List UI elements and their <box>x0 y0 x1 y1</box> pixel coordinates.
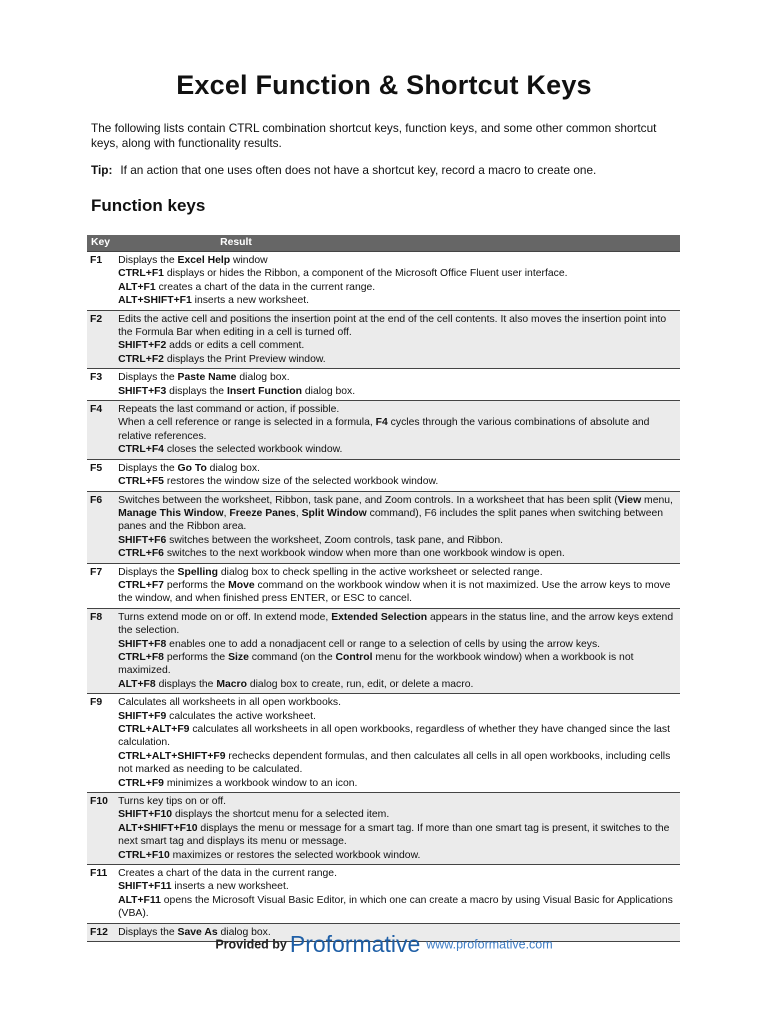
bold-text: ALT+F8 <box>118 678 156 690</box>
text: dialog box to check spelling in the active worksheet or selected range. <box>217 566 543 578</box>
text: , <box>223 507 230 519</box>
result-line <box>118 795 678 808</box>
tip-text: If an action that one uses often does not have a shortcut key, record a macro to create one. <box>120 163 597 177</box>
bold-text: Split Window <box>301 507 367 519</box>
table-row <box>87 491 680 563</box>
result-line <box>118 339 678 352</box>
bold-text: CTRL+ALT+SHIFT+F9 <box>118 750 226 762</box>
table-row <box>87 252 680 311</box>
result-line <box>118 678 678 691</box>
result-line <box>118 696 678 709</box>
text: displays or hides the Ribbon, a component of the Microsoft Office Fluent user interface. <box>163 268 568 280</box>
text: displays the <box>155 678 217 690</box>
result-line <box>118 494 678 534</box>
function-keys-table <box>87 235 680 942</box>
result-line <box>118 313 678 340</box>
key-cell: F10 <box>87 793 114 865</box>
result-line <box>118 579 678 606</box>
table-row <box>87 369 680 401</box>
bold-text: Extended Selection <box>331 611 428 623</box>
text: Edits the active cell and positions the insertion point at the end of the cell contents. It also moves the insertion point into the Formula Bar when editing in a cell is turned off. <box>118 313 667 339</box>
result-line <box>118 294 678 307</box>
text: Repeats the last command or action, if possible. <box>118 404 340 416</box>
result-line <box>118 894 678 921</box>
text: switches to the next workbook window when more than one workbook window is open. <box>163 548 565 560</box>
text: minimizes a workbook window to an icon. <box>163 777 358 789</box>
table-row <box>87 608 680 693</box>
table-header-row <box>87 235 680 252</box>
result-line <box>118 416 678 443</box>
result-cell <box>114 865 680 924</box>
text: command on the workbook window when it is not maximized. Use the arrow keys to move the window, and when finished press ENTER, or ESC to cancel. <box>118 579 671 605</box>
result-line <box>118 475 678 488</box>
result-line <box>118 403 678 416</box>
result-line <box>118 254 678 267</box>
text: Turns key tips on or off. <box>118 796 227 808</box>
result-line <box>118 808 678 821</box>
result-line <box>118 750 678 777</box>
text: Calculates all worksheets in all open workbooks. <box>118 697 341 709</box>
key-cell: F1 <box>87 252 114 311</box>
key-cell: F11 <box>87 865 114 924</box>
bold-text: View <box>617 494 642 506</box>
text: calculates all worksheets in all open workbooks, regardless of whether they have changed since the last calculation. <box>118 724 670 749</box>
text: dialog box. <box>217 926 271 938</box>
result-line <box>118 638 678 651</box>
bold-text: Paste Name <box>177 372 237 384</box>
table-row <box>87 310 680 369</box>
table-row <box>87 563 680 608</box>
bold-text: CTRL+F8 <box>118 651 164 663</box>
bold-text: Excel Help <box>177 255 231 266</box>
bold-text: Save As <box>177 926 218 938</box>
section-title: Function keys <box>91 196 206 215</box>
bold-text: CTRL+F1 <box>118 268 164 280</box>
text: Creates a chart of the data in the current range. <box>118 868 337 880</box>
bold-text: Insert Function <box>226 385 302 397</box>
bold-text: SHIFT+F3 <box>118 385 167 397</box>
result-line <box>118 281 678 294</box>
bold-text: ALT+F1 <box>118 281 156 293</box>
brand-logo: Proformative <box>289 931 421 957</box>
bold-text: Move <box>228 579 255 591</box>
bold-text: SHIFT+F2 <box>118 340 167 352</box>
text: adds or edits a cell comment. <box>166 340 305 352</box>
result-cell <box>114 793 680 865</box>
text: switches between the worksheet, Zoom controls, task pane, and Ribbon. <box>166 534 504 546</box>
result-line <box>118 867 678 880</box>
header-key: Key <box>87 235 114 252</box>
key-cell: F4 <box>87 401 114 460</box>
footer-url[interactable]: www.proformative.com <box>426 937 553 952</box>
text: Switches between the worksheet, Ribbon, task pane, and Zoom controls. In a worksheet that has been split ( <box>118 494 618 506</box>
provided-by-text: Provided by <box>215 937 287 952</box>
result-line <box>118 267 678 280</box>
result-line <box>118 443 678 456</box>
text: displays the menu or message for a smart tag. If more than one smart tag is present, it switches to the next smart tag and displays its menu or message. <box>118 822 670 848</box>
key-cell: F9 <box>87 694 114 793</box>
text: dialog box to create, run, edit, or delete a macro. <box>246 678 474 690</box>
bold-text: Freeze Panes <box>229 507 296 519</box>
result-line <box>118 723 678 750</box>
text: Turns extend mode on or off. In extend mode, <box>118 611 332 623</box>
text: creates a chart of the data in the current range. <box>155 281 376 293</box>
key-cell: F3 <box>87 369 114 401</box>
bold-text: ALT+F11 <box>118 894 161 906</box>
text: displays the Print Preview window. <box>163 353 326 365</box>
bold-text: CTRL+F7 <box>118 579 164 591</box>
result-line <box>118 611 678 638</box>
text: displays the <box>166 385 227 397</box>
key-cell: F5 <box>87 459 114 491</box>
bold-text: CTRL+F5 <box>118 476 164 488</box>
bold-text: CTRL+F10 <box>118 849 170 861</box>
result-cell <box>114 310 680 369</box>
text: appears in the status line, and the arrow keys extend the selection. <box>118 611 674 637</box>
text: command), F6 includes the split panes when switching between panes and the Ribbon area. <box>118 507 664 533</box>
text: Displays the <box>118 255 178 266</box>
bold-text: CTRL+F4 <box>118 444 164 456</box>
table-row <box>87 865 680 924</box>
text: performs the <box>163 579 229 591</box>
text: When a cell reference or range is selected in a formula, <box>118 417 376 429</box>
bold-text: Macro <box>216 678 247 690</box>
text: displays the shortcut menu for a selected item. <box>172 809 390 821</box>
footer <box>0 931 768 958</box>
result-cell <box>114 369 680 401</box>
tip-label: Tip: <box>91 163 113 177</box>
text: Displays the <box>118 926 178 938</box>
result-line <box>118 651 678 678</box>
text: , <box>295 507 302 519</box>
text: inserts a new worksheet. <box>171 881 289 893</box>
result-line <box>118 710 678 723</box>
table-row <box>87 694 680 793</box>
text: closes the selected workbook window. <box>163 444 343 456</box>
text: performs the <box>163 651 229 663</box>
table-body <box>87 252 680 942</box>
text: inserts a new worksheet. <box>191 295 310 307</box>
text: restores the window size of the selected workbook window. <box>163 476 439 488</box>
bold-text: SHIFT+F11 <box>118 881 172 893</box>
result-line <box>118 385 678 398</box>
page-title: Excel Function & Shortcut Keys <box>176 70 592 100</box>
text: cycles through the various combinations of absolute and relative references. <box>118 417 650 442</box>
bold-text: SHIFT+F9 <box>118 710 167 722</box>
text: command (on the <box>248 651 336 663</box>
result-line <box>118 547 678 560</box>
result-cell <box>114 491 680 563</box>
result-cell <box>114 401 680 460</box>
bold-text: CTRL+F6 <box>118 548 164 560</box>
bold-text: Size <box>228 651 249 663</box>
text: calculates the active worksheet. <box>166 710 316 722</box>
text: dialog box. <box>206 462 260 474</box>
tip-paragraph <box>91 163 681 178</box>
bold-text: F4 <box>375 417 388 429</box>
table-row <box>87 401 680 460</box>
text: menu for the workbook window) when a workbook is not maximized. <box>118 651 634 677</box>
text: window <box>230 255 268 266</box>
bold-text: CTRL+F9 <box>118 777 164 789</box>
key-cell: F7 <box>87 563 114 608</box>
result-line <box>118 566 678 579</box>
text: maximizes or restores the selected workbook window. <box>169 849 421 861</box>
key-cell: F2 <box>87 310 114 369</box>
text: Displays the <box>118 566 178 578</box>
result-line <box>118 777 678 790</box>
bold-text: SHIFT+F6 <box>118 534 167 546</box>
result-cell <box>114 459 680 491</box>
bold-text: CTRL+ALT+F9 <box>118 724 190 735</box>
result-cell <box>114 563 680 608</box>
table-row <box>87 793 680 865</box>
key-cell: F6 <box>87 491 114 563</box>
text: Displays the <box>118 462 178 474</box>
result-line <box>118 462 678 475</box>
key-cell: F12 <box>87 923 114 941</box>
text: Displays the <box>118 372 178 384</box>
bold-text: SHIFT+F10 <box>118 809 173 821</box>
bold-text: Go To <box>177 462 207 474</box>
text: dialog box. <box>236 372 290 384</box>
header-result: Result <box>114 235 680 252</box>
bold-text: SHIFT+F8 <box>118 638 167 650</box>
result-line <box>118 353 678 366</box>
result-line <box>118 880 678 893</box>
result-cell <box>114 252 680 311</box>
bold-text: Control <box>335 651 373 663</box>
result-line <box>118 534 678 547</box>
bold-text: CTRL+F2 <box>118 353 164 365</box>
text: rechecks dependent formulas, and then calculates all cells in all open workbooks, including cells not marked as needing to be calculated. <box>118 750 671 776</box>
key-cell: F8 <box>87 608 114 693</box>
result-cell <box>114 608 680 693</box>
bold-text: Manage This Window <box>118 507 224 519</box>
result-line <box>118 849 678 862</box>
bold-text: Spelling <box>177 566 218 578</box>
result-cell <box>114 694 680 793</box>
bold-text: ALT+SHIFT+F1 <box>118 295 192 307</box>
result-line <box>118 822 678 849</box>
text: opens the Microsoft Visual Basic Editor, in which one can create a macro by using Visual Basic for Applications (VBA). <box>118 894 673 920</box>
text: enables one to add a nonadjacent cell or range to a selection of cells by using the arrow keys. <box>166 638 601 650</box>
bold-text: ALT+SHIFT+F10 <box>118 822 198 834</box>
table-row <box>87 459 680 491</box>
intro-paragraph: The following lists contain CTRL combination shortcut keys, function keys, and some other common shortcut keys, along with functionality results. <box>91 121 657 150</box>
text: dialog box. <box>301 385 356 397</box>
text: menu, <box>641 494 673 506</box>
result-line <box>118 371 678 384</box>
